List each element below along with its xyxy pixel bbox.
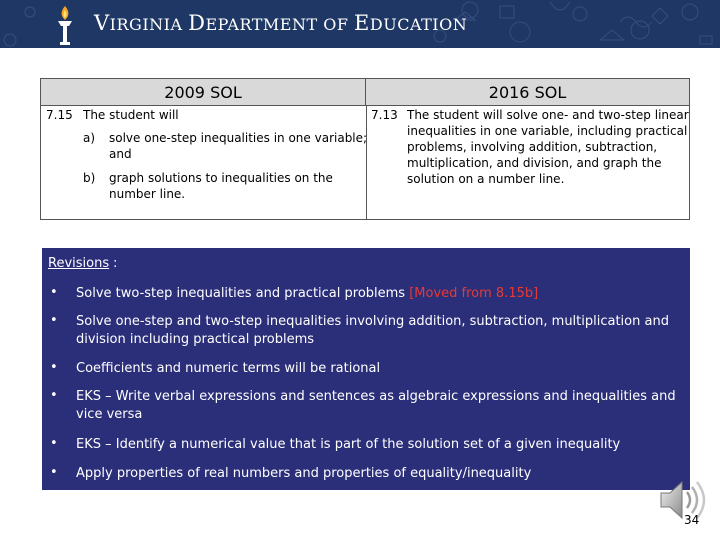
moved-note: [Moved from 8.15b] [409, 286, 539, 301]
column-header-2009: 2009 SOL [41, 79, 366, 106]
bullet-icon: • [50, 388, 58, 403]
bullet-icon: • [50, 360, 58, 375]
sol-2009-item-marker: b) [83, 171, 96, 185]
sol-2016-number: 7.13 [371, 108, 398, 122]
header-banner [0, 0, 720, 48]
speaker-icon[interactable] [657, 478, 707, 522]
revision-item: Solve one-step and two-step inequalities involving addition, subtraction, multiplication and [76, 314, 669, 329]
sol-2016-text: inequalities in one variable, including practical [407, 124, 688, 138]
sol-comparison-table [40, 78, 690, 220]
page-number: 34 [684, 513, 700, 527]
sol-2009-intro: The student will [83, 108, 179, 122]
revision-item: Coefficients and numeric terms will be rational [76, 361, 381, 376]
column-header-2016: 2016 SOL [366, 79, 689, 106]
revisions-panel [42, 248, 690, 490]
sol-2016-text: solution on a number line. [407, 172, 565, 186]
torch-logo-icon [52, 4, 78, 46]
revision-item: Apply properties of real numbers and properties of equality/inequality [76, 466, 532, 481]
column-divider [366, 106, 367, 219]
revisions-colon: : [113, 256, 118, 271]
banner-title: VIRGINIA DEPARTMENT OF EDUCATION [94, 11, 468, 35]
revision-item: Solve two-step inequalities and practical problems [Moved from 8.15b] [76, 286, 539, 301]
sol-2009-number: 7.15 [46, 108, 73, 122]
bullet-icon: • [50, 465, 58, 480]
bullet-icon: • [50, 285, 58, 300]
sol-2009-item-text: and [109, 147, 132, 161]
revision-item-continued: division including practical problems [76, 332, 315, 347]
revisions-title: Revisions [48, 256, 110, 271]
sol-2016-text: multiplication, and division, and graph the [407, 156, 662, 170]
sol-2009-item-text: graph solutions to inequalities on the [109, 171, 333, 185]
sol-2009-item-marker: a) [83, 131, 96, 145]
sol-2009-item-text: number line. [109, 187, 186, 201]
revision-item-continued: vice versa [76, 407, 143, 422]
sol-2016-text: The student will solve one- and two-step linear [407, 108, 689, 122]
revision-item: EKS – Identify a numerical value that is part of the solution set of a given inequality [76, 437, 621, 452]
bullet-icon: • [50, 436, 58, 451]
revision-item: EKS – Write verbal expressions and sentences as algebraic expressions and inequalities and [76, 389, 676, 404]
sol-2009-item-text: solve one-step inequalities in one variable; [109, 131, 368, 145]
sol-2016-text: problems, involving addition, subtraction, [407, 140, 658, 154]
bullet-icon: • [50, 313, 58, 328]
